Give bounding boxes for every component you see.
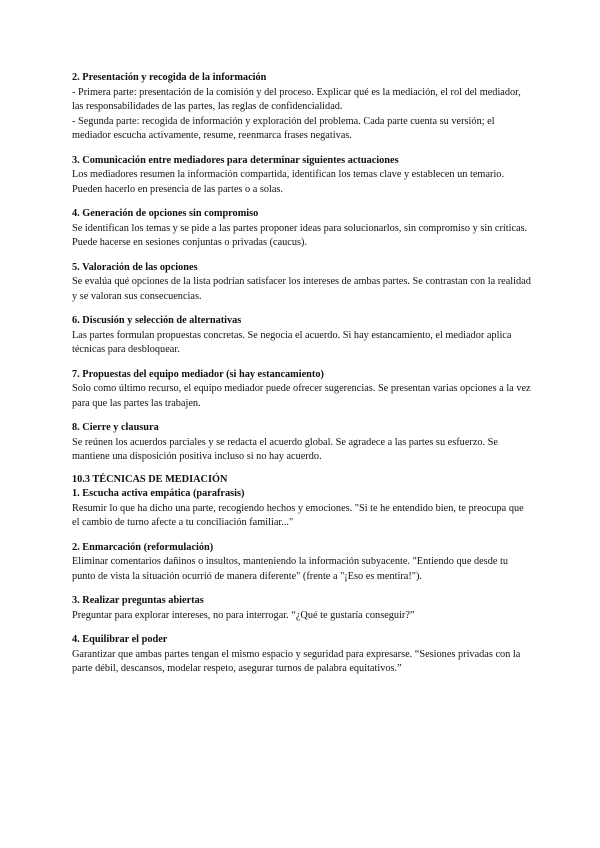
section-paragraph: Se reúnen los acuerdos parciales y se redacta el acuerdo global. Se agradece a las partes su esfuerzo. Se mantiene una disposición positiva incluso si no hay acuerdo. bbox=[72, 436, 498, 462]
section-heading: 6. Discusión y selección de alternativas bbox=[72, 315, 242, 326]
technique-paragraph: Garantizar que ambas partes tengan el mismo espacio y seguridad para expresarse. “Sesiones privadas con la parte débil, descansos, modelar respeto, asegurar turnos de palabra equitativos.” bbox=[72, 648, 521, 674]
technique-paragraph: Eliminar comentarios dañinos o insultos, manteniendo la información subyacente. "Entiendo que desde tu punto de vista la situación ocurrió de manera diferente" (frente a "¡Eso es mentira!"). bbox=[72, 556, 508, 582]
section-paragraph: Se identifican los temas y se pide a las partes proponer ideas para solucionarlos, sin compromiso y sin críticas. Puede hacerse en sesiones conjuntas o privadas (caucus). bbox=[72, 222, 528, 248]
section-presentacion bbox=[72, 71, 532, 144]
technique-heading: 3. Realizar preguntas abiertas bbox=[72, 595, 204, 606]
section-paragraph: Solo como último recurso, el equipo mediador puede ofrecer sugerencias. Se presentan varias opciones a la vez para que las partes las trabajen. bbox=[72, 383, 531, 409]
section-heading: 4. Generación de opciones sin compromiso bbox=[72, 208, 259, 219]
section-comunicacion bbox=[72, 154, 532, 198]
section-valoracion bbox=[72, 261, 532, 305]
technique-heading: 4. Equilibrar el poder bbox=[72, 634, 168, 645]
technique-heading: 2. Enmarcación (reformulación) bbox=[72, 541, 214, 553]
section-heading: 8. Cierre y clausura bbox=[72, 422, 159, 433]
section-cierre bbox=[72, 421, 532, 465]
section-paragraph: Las partes formulan propuestas concretas. Se negocia el acuerdo. Si hay estancamiento, el mediador aplica técnicas para desbloquear. bbox=[72, 329, 512, 355]
section-paragraph: - Segunda parte: recogida de información y exploración del problema. Cada parte cuenta su versión; el mediador escucha activamente, resume, reenmarca frases negativas. bbox=[72, 115, 495, 141]
section-heading: 3. Comunicación entre mediadores para determinar siguientes actuaciones bbox=[72, 154, 399, 166]
technique-paragraph: Resumir lo que ha dicho una parte, recogiendo hechos y emociones. "Si te he entendido bien, te preocupa que el cambio de turno afecte a tu conciliación familiar..." bbox=[72, 502, 524, 528]
technique-paragraph: Preguntar para explorar intereses, no para interrogar. “¿Qué te gustaría conseguir?” bbox=[72, 609, 415, 621]
section-paragraph: Se evalúa qué opciones de la lista podrían satisfacer los intereses de ambas partes. Se contrastan con la realidad y se valoran sus consecuencias. bbox=[72, 276, 531, 302]
technique-preguntas-abiertas bbox=[72, 594, 532, 623]
section-propuestas bbox=[72, 368, 532, 412]
section-paragraph: Los mediadores resumen la información compartida, identifican los temas clave y establecen un temario. Pueden hacerlo en presencia de las partes o a solas. bbox=[72, 169, 505, 195]
section-heading: 5. Valoración de las opciones bbox=[72, 261, 198, 273]
technique-escucha-activa bbox=[72, 487, 532, 531]
technique-equilibrar-poder bbox=[72, 633, 532, 677]
chapter-title: 10.3 TÉCNICAS DE MEDIACIÓN bbox=[72, 473, 228, 485]
section-heading: 7. Propuestas del equipo mediador (si hay estancamiento) bbox=[72, 368, 324, 380]
section-generacion-opciones bbox=[72, 207, 532, 251]
technique-heading: 1. Escucha activa empática (parafrasis) bbox=[72, 488, 245, 499]
technique-enmarcacion bbox=[72, 541, 532, 585]
section-paragraph: - Primera parte: presentación de la comisión y del proceso. Explicar qué es la mediación, el rol del mediador, las responsabilidades de las partes, las reglas de confidencialidad. bbox=[72, 86, 521, 112]
section-heading: 2. Presentación y recogida de la información bbox=[72, 72, 267, 83]
document-page bbox=[72, 71, 532, 677]
section-discusion bbox=[72, 314, 532, 358]
